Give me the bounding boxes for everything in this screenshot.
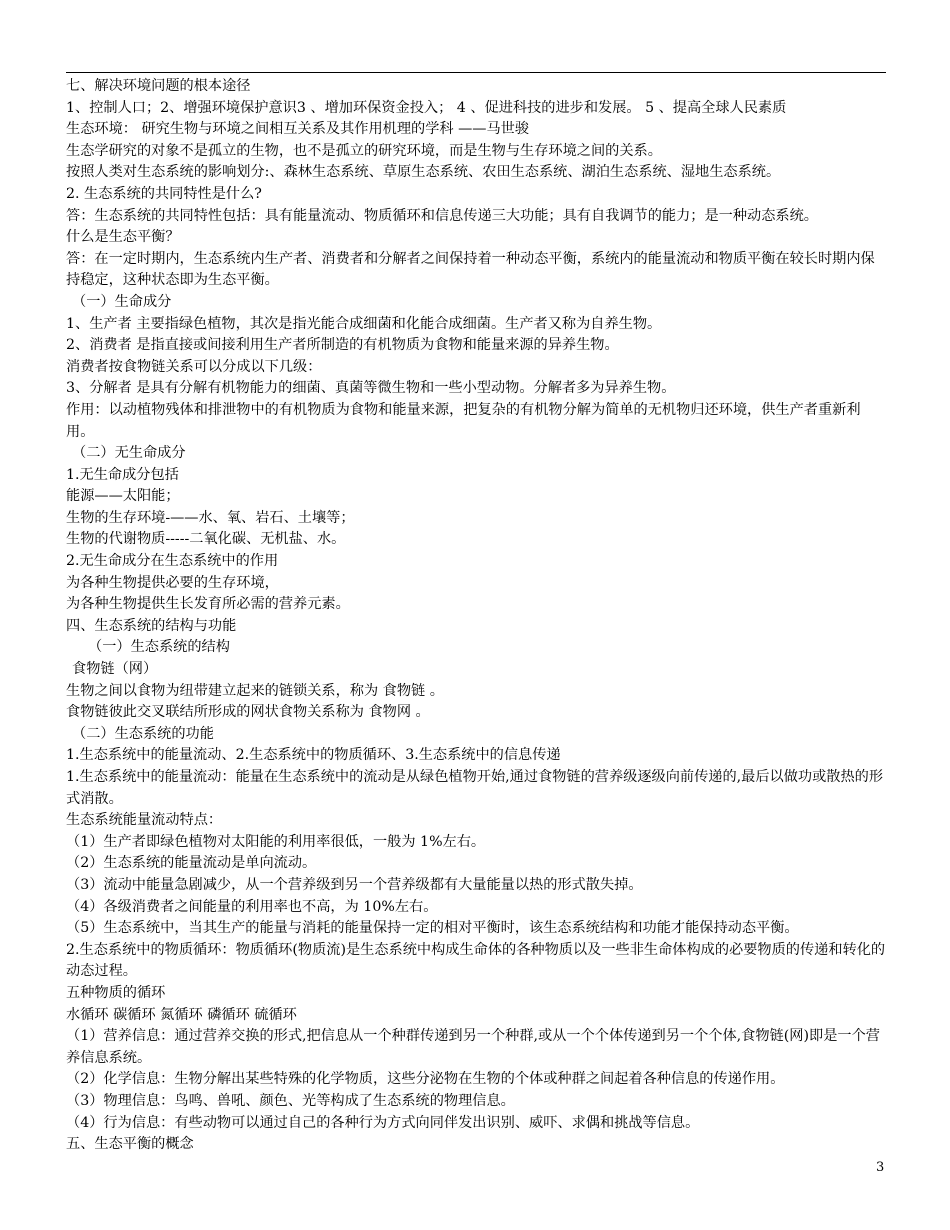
text-line: 生物的代谢物质-----二氧化碳、无机盐、水。 [66, 531, 346, 548]
list-item: （1）营养信息：通过营养交换的形式,把信息从一个种群传递到另一个种群,或从一个个体传递到另一个个体,食物链(网)即是一个营养信息系统。 [66, 1028, 880, 1066]
subsection-heading: （一）生命成分 [72, 293, 172, 310]
text-line: 消费者按食物链关系可以分成以下几级： [66, 358, 322, 375]
list-item: （3）流动中能量急剧减少，从一个营养级到另一个营养级都有大量能量以热的形式散失掉。 [66, 876, 643, 893]
text-line: 生态环境： 研究生物与环境之间相互关系及其作用机理的学科 ——马世骏 [66, 121, 530, 138]
text-line: 1、控制人口；2、增强环境保护意识3 、增加环保资金投入； 4 、促进科技的进步和发展。 5 、提高全球人民素质 [66, 99, 787, 116]
list-item: （4）各级消费者之间能量的利用率也不高，为 10%左右。 [66, 898, 438, 915]
question-heading: 2. 生态系统的共同特性是什么? [66, 185, 262, 202]
text-line: 为各种生物提供生长发育所必需的营养元素。 [66, 596, 350, 613]
section-heading-4: 四、生态系统的结构与功能 [66, 617, 237, 634]
text-line: 按照人类对生态系统的影响划分:、森林生态系统、草原生态系统、农田生态系统、湖泊生态系统、湿地生态系统。 [66, 164, 781, 181]
text-line: 能源——太阳能； [66, 488, 180, 505]
subsection-heading: （一）生态系统的结构 [88, 639, 230, 656]
text-line: 1.无生命成分包括 [66, 466, 179, 483]
section-heading-7: 七、解决环境问题的根本途径 [66, 78, 251, 94]
text-line: 生物之间以食物为纽带建立起来的链锁关系，称为 食物链 。 [66, 682, 444, 699]
text-line: 1.生态系统中的能量流动、2.生态系统中的物质循环、3.生态系统中的信息传递 [66, 747, 561, 764]
text-line: 为各种生物提供必要的生存环境， [66, 574, 279, 591]
list-item: （4）行为信息：有些动物可以通过自己的各种行为方式向同伴发出识别、威吓、求偶和挑战等信息。 [66, 1114, 700, 1131]
text-line: 五种物质的循环 [66, 984, 166, 1001]
document-body [66, 76, 888, 1156]
subsection-heading: （二）生态系统的功能 [72, 725, 214, 742]
text-line: 3、分解者 是具有分解有机物能力的细菌、真菌等微生物和一些小型动物。分解者多为异养生物。 [66, 380, 676, 397]
text-paragraph: 1.生态系统中的能量流动：能量在生态系统中的流动是从绿色植物开始,通过食物链的营养级逐级向前传递的,最后以做功或散热的形式消散。 [66, 769, 884, 807]
list-item: （2）生态系统的能量流动是单向流动。 [66, 855, 317, 872]
text-line: 生态学研究的对象不是孤立的生物，也不是孤立的研究环境，而是生物与生存环境之间的关系。 [66, 142, 662, 159]
section-heading-5: 五、生态平衡的概念 [66, 1136, 194, 1153]
list-item: （1）生产者即绿色植物对太阳能的利用率很低，一般为 1%左右。 [66, 833, 486, 850]
answer-paragraph: 答：在一定时期内，生态系统内生产者、消费者和分解者之间保持着一种动态平衡，系统内的能量流动和物质平衡在较长时期内保持稳定，这种状态即为生态平衡。 [66, 250, 875, 289]
text-line: 生态系统能量流动特点： [66, 812, 223, 829]
header-rule [66, 72, 886, 73]
list-item: （3）物理信息：鸟鸣、兽吼、颜色、光等构成了生态系统的物理信息。 [66, 1092, 515, 1109]
answer-paragraph: 答：生态系统的共同特性包括：具有能量流动、物质循环和信息传递三大功能；具有自我调节的能力；是一种动态系统。 [66, 207, 818, 224]
list-item: （5）生态系统中，当其生产的能量与消耗的能量保持一定的相对平衡时，该生态系统结构和功能才能保持动态平衡。 [66, 920, 799, 937]
question-heading: 什么是生态平衡？ [66, 229, 180, 246]
text-line: 食物链彼此交叉联结所形成的网状食物关系称为 食物网 。 [66, 704, 430, 721]
list-item: （2）化学信息：生物分解出某些特殊的化学物质，这些分泌物在生物的个体或种群之间起着各种信息的传递作用。 [66, 1071, 785, 1088]
text-line: 2、消费者 是指直接或间接利用生产者所制造的有机物质为食物和能量来源的异养生物。 [66, 337, 619, 354]
text-line: 2.无生命成分在生态系统中的作用 [66, 553, 279, 570]
text-paragraph: 2.生态系统中的物质循环：物质循环(物质流)是生态系统中构成生命体的各种物质以及一些非生命体构成的必要物质的传递和转化的动态过程。 [66, 941, 886, 980]
text-line: 食物链（网） [72, 661, 158, 678]
text-line: 水循环 碳循环 氮循环 磷循环 硫循环 [66, 1006, 297, 1023]
page-number: 3 [876, 1160, 885, 1175]
text-line: 生物的生存环境-——水、氧、岩石、土壤等； [66, 509, 355, 526]
text-paragraph: 作用：以动植物残体和排泄物中的有机物质为食物和能量来源，把复杂的有机物分解为简单的无机物归还环境，供生产者重新利用。 [66, 401, 861, 440]
subsection-heading: （二）无生命成分 [72, 445, 186, 462]
text-line: 1、生产者 主要指绿色植物，其次是指光能合成细菌和化能合成细菌。生产者又称为自养生物。 [66, 315, 662, 332]
